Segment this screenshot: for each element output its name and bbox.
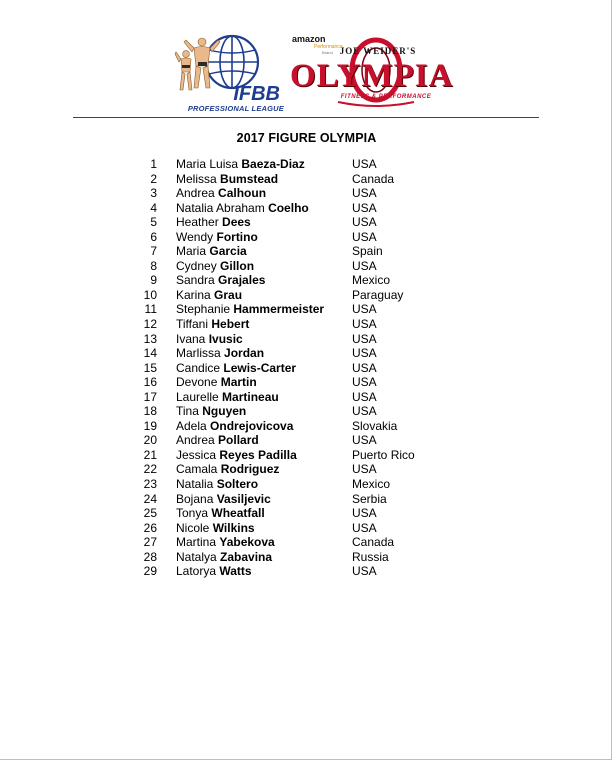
competitor-number: 5 — [150, 215, 157, 230]
competitor-row — [0, 346, 613, 361]
competitor-number: 29 — [143, 564, 157, 579]
ifbb-wordmark-text: IFBB — [233, 83, 280, 105]
competitor-country: Russia — [352, 549, 389, 564]
competitor-last-name: Rodriguez — [220, 462, 280, 477]
competitor-row — [0, 448, 613, 463]
ifbb-wordmark — [172, 84, 284, 113]
competitor-name — [176, 259, 254, 274]
competitor-row — [0, 201, 613, 216]
competitor-first-name: Natalia — [176, 477, 214, 492]
competitor-country: Canada — [352, 535, 395, 550]
competitor-country: USA — [352, 215, 377, 230]
competitor-last-name: Jordan — [224, 346, 265, 361]
competitor-first-name: Laurelle — [176, 389, 219, 404]
sponsor-line1: amazon — [292, 34, 326, 44]
competitor-country: USA — [352, 520, 377, 535]
competitor-name — [176, 390, 279, 405]
competitor-first-name: Adela — [176, 418, 207, 433]
competitor-number: 14 — [143, 346, 157, 361]
competitor-first-name: Maria — [176, 244, 207, 259]
competitor-row — [0, 186, 613, 201]
competitor-country: Slovakia — [352, 418, 398, 433]
competitor-country: USA — [352, 186, 377, 201]
competitor-last-name: Zabavina — [220, 549, 273, 564]
competitor-row — [0, 419, 613, 434]
competitor-first-name: Natalya — [176, 549, 217, 564]
competitor-country: Mexico — [352, 273, 391, 288]
competitor-last-name: Dees — [222, 215, 251, 230]
competitor-row — [0, 564, 613, 579]
competitor-country: Mexico — [352, 477, 391, 492]
competitor-name — [176, 448, 297, 463]
competitor-number: 21 — [143, 447, 157, 462]
competitor-country: USA — [352, 404, 377, 419]
competitor-row — [0, 230, 613, 245]
competitor-number: 25 — [143, 506, 157, 521]
competitor-last-name: Soltero — [216, 477, 259, 492]
competitor-country: USA — [352, 200, 377, 215]
competitor-name — [176, 521, 255, 536]
competitor-number: 11 — [144, 302, 157, 317]
competitor-name — [176, 535, 275, 550]
competitor-country: USA — [352, 346, 377, 361]
competitor-last-name: Grajales — [218, 273, 266, 288]
competitor-row — [0, 462, 613, 477]
competitor-name — [176, 361, 296, 376]
competitor-number: 1 — [150, 157, 157, 171]
competitor-country: Puerto Rico — [352, 447, 415, 462]
document-title: 2017 FIGURE OLYMPIA — [236, 131, 377, 145]
competitor-row — [0, 215, 613, 230]
competitor-row — [0, 521, 613, 536]
competitor-last-name: Garcia — [209, 244, 247, 259]
competitor-first-name: Karina — [176, 287, 211, 302]
competitor-country: USA — [352, 360, 377, 375]
competitor-first-name: Cydney — [176, 258, 217, 273]
competitor-number: 19 — [143, 418, 157, 433]
competitor-name — [176, 244, 247, 259]
sponsor-line2: Performance — [314, 44, 343, 50]
competitor-last-name: Ondrejovicova — [210, 418, 294, 433]
competitor-country: USA — [352, 229, 377, 244]
competitor-country: USA — [352, 375, 377, 390]
competitor-row — [0, 404, 613, 419]
competitor-first-name: Nicole — [176, 520, 210, 535]
ifbb-tagline: PROFESSIONAL LEAGUE — [187, 104, 284, 113]
competitor-country: USA — [352, 389, 377, 404]
competitor-last-name: Martin — [220, 375, 257, 390]
competitor-row — [0, 361, 613, 376]
competitor-row — [0, 317, 613, 332]
competitor-name — [176, 317, 249, 332]
competitor-last-name: Vasiljevic — [216, 491, 271, 506]
competitor-number: 17 — [143, 389, 157, 404]
competitor-row — [0, 492, 613, 507]
olympia-logo — [290, 30, 454, 112]
competitor-name — [176, 404, 246, 419]
competitor-row — [0, 550, 613, 565]
competitor-name — [176, 230, 258, 245]
competitor-first-name: Devone — [176, 375, 218, 390]
competitor-country: Paraguay — [352, 287, 404, 302]
competitor-first-name: Marlissa — [176, 346, 221, 361]
competitor-number: 18 — [143, 404, 157, 419]
competitor-number: 13 — [143, 331, 157, 346]
competitor-first-name: Wendy — [176, 229, 214, 244]
competitor-number: 4 — [150, 200, 157, 215]
competitor-row — [0, 477, 613, 492]
competitor-name — [176, 172, 278, 187]
competitor-list — [0, 157, 613, 579]
competitor-name — [176, 375, 257, 390]
competitor-last-name: Hammermeister — [233, 302, 325, 317]
competitor-number: 12 — [143, 317, 157, 332]
olympia-wordmark: OLYMPIA — [290, 58, 454, 94]
competitor-number: 20 — [143, 433, 157, 448]
competitor-last-name: Nguyen — [202, 404, 247, 419]
sponsor-line3: Brand — [322, 50, 333, 55]
competitor-country: USA — [352, 317, 377, 332]
competitor-name — [176, 186, 266, 201]
competitor-country: USA — [352, 331, 377, 346]
competitor-first-name: Natalia Abraham — [176, 200, 265, 215]
competitor-number: 7 — [150, 244, 157, 259]
competitor-country: Spain — [352, 244, 383, 259]
competitor-first-name: Martina — [176, 535, 217, 550]
competitor-name — [176, 506, 265, 521]
competitor-last-name: Bumstead — [220, 171, 279, 186]
competitor-number: 15 — [143, 360, 157, 375]
competitor-first-name: Sandra — [176, 273, 215, 288]
competitor-name — [176, 462, 279, 477]
competitor-first-name: Latorya — [176, 564, 217, 579]
competitor-country: USA — [352, 564, 377, 579]
competitor-last-name: Lewis-Carter — [223, 360, 297, 375]
competitor-row — [0, 506, 613, 521]
competitor-number: 24 — [143, 491, 157, 506]
competitor-name — [176, 550, 272, 565]
competitor-last-name: Coelho — [268, 200, 309, 215]
competitor-last-name: Grau — [214, 287, 243, 302]
competitor-row — [0, 390, 613, 405]
competitor-row — [0, 273, 613, 288]
competitor-last-name: Wilkins — [212, 520, 255, 535]
competitor-first-name: Candice — [176, 360, 221, 375]
competitor-first-name: Jessica — [176, 447, 217, 462]
competitor-first-name: Tiffani — [176, 317, 209, 332]
competitor-country: Serbia — [352, 491, 387, 506]
competitor-number: 26 — [143, 520, 157, 535]
competitor-number: 23 — [143, 477, 157, 492]
competitor-first-name: Camala — [176, 462, 218, 477]
competitor-last-name: Watts — [219, 564, 252, 579]
competitor-country: USA — [352, 302, 377, 317]
competitor-first-name: Melissa — [176, 171, 217, 186]
competitor-number: 3 — [150, 186, 157, 201]
competitor-name — [176, 346, 264, 361]
competitor-number: 6 — [150, 229, 157, 244]
competitor-first-name: Andrea — [176, 433, 215, 448]
competitor-row — [0, 157, 613, 172]
competitor-name — [176, 477, 258, 492]
competitor-row — [0, 332, 613, 347]
competitor-first-name: Andrea — [176, 186, 215, 201]
competitor-last-name: Gillon — [220, 258, 255, 273]
competitor-row — [0, 172, 613, 187]
competitor-first-name: Ivana — [176, 331, 206, 346]
competitor-country: USA — [352, 506, 377, 521]
competitor-row — [0, 375, 613, 390]
competitor-last-name: Baeza-Diaz — [241, 157, 305, 171]
competitor-name — [176, 419, 293, 434]
competitor-number: 22 — [143, 462, 157, 477]
competitor-last-name: Martineau — [222, 389, 279, 404]
competitor-first-name: Tonya — [176, 506, 209, 521]
olympia-top-text: JOE WEIDER'S — [339, 46, 417, 56]
competitor-number: 10 — [143, 287, 157, 302]
competitor-first-name: Stephanie — [176, 302, 231, 317]
competitor-number: 8 — [150, 258, 157, 273]
competitor-first-name: Heather — [176, 215, 219, 230]
competitor-country: Canada — [352, 171, 395, 186]
competitor-last-name: Reyes Padilla — [219, 447, 297, 462]
competitor-name — [176, 492, 271, 507]
competitor-last-name: Wheatfall — [211, 506, 265, 521]
competitor-number: 16 — [143, 375, 157, 390]
competitor-name — [176, 564, 252, 579]
competitor-name — [176, 332, 243, 347]
competitor-last-name: Yabekova — [219, 535, 275, 550]
competitor-number: 2 — [150, 171, 157, 186]
competitor-name — [176, 201, 309, 216]
competitor-name — [176, 302, 324, 317]
competitor-name — [176, 273, 265, 288]
competitor-row — [0, 535, 613, 550]
competitor-number: 28 — [143, 549, 157, 564]
competitor-name — [176, 288, 242, 303]
competitor-name — [176, 433, 259, 448]
competitor-country: USA — [352, 433, 377, 448]
competitor-name — [176, 215, 251, 230]
competitor-number: 27 — [143, 535, 157, 550]
ifbb-logo — [172, 32, 284, 112]
competitor-row — [0, 302, 613, 317]
competitor-name — [176, 157, 305, 172]
olympia-sub-text: FITNESS & PERFORMANCE — [340, 94, 432, 100]
competitor-last-name: Hebert — [211, 317, 250, 332]
competitor-row — [0, 259, 613, 274]
competitor-first-name: Tina — [176, 404, 199, 419]
header-divider — [73, 117, 539, 118]
competitor-last-name: Fortino — [216, 229, 258, 244]
competitor-row — [0, 288, 613, 303]
competitor-number: 9 — [150, 273, 157, 288]
competitor-row — [0, 433, 613, 448]
competitor-last-name: Calhoun — [218, 186, 267, 201]
competitor-country: USA — [352, 462, 377, 477]
competitor-last-name: Pollard — [218, 433, 259, 448]
competitor-first-name: Bojana — [176, 491, 214, 506]
competitor-row — [0, 244, 613, 259]
competitor-last-name: Ivusic — [208, 331, 243, 346]
competitor-country: USA — [352, 258, 377, 273]
competitor-first-name: Maria Luisa — [176, 157, 239, 171]
competitor-country: USA — [352, 157, 377, 171]
